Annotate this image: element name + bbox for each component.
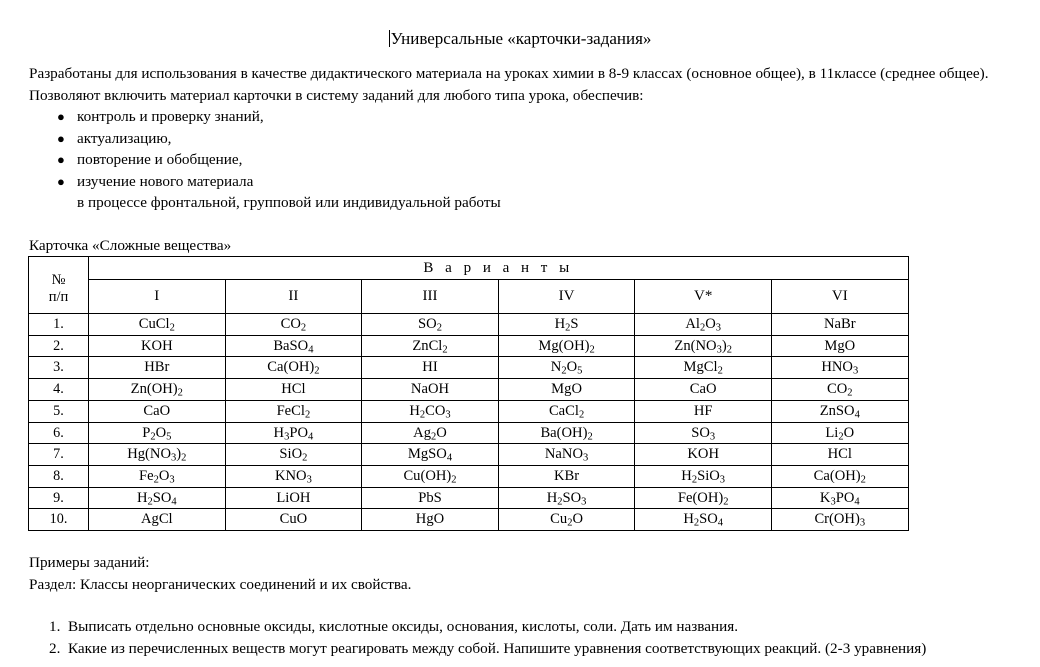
formula-cell: $Fe(OH)_2$ — [635, 487, 772, 509]
table-row — [29, 357, 909, 379]
page-title-text: Универсальные «карточки-задания» — [390, 29, 652, 48]
intro-block — [29, 63, 1009, 214]
list-item-continuation: в процессе фронтальной, групповой или индивидуальной работы — [77, 194, 501, 211]
list-item-label: контроль и проверку знаний, — [77, 108, 264, 125]
formula-cell: $Cu(OH)_2$ — [362, 465, 499, 487]
formula-cell: NaNO$_3$ — [498, 444, 635, 466]
column-header-number — [29, 257, 89, 314]
formula-cell: CaCl$_2$ — [498, 400, 635, 422]
column-header-variant-3: III — [362, 280, 499, 314]
formula-cell: CuO — [225, 509, 362, 531]
examples-heading: Примеры заданий: — [29, 554, 150, 571]
row-number-cell: 8. — [29, 465, 89, 487]
formula-cell: $H_2S$ — [498, 314, 635, 336]
formula-cell: SiO$_2$ — [225, 444, 362, 466]
formula-cell: $Ba(OH)_2$ — [498, 422, 635, 444]
task-list — [29, 616, 1029, 659]
list-item — [29, 106, 1009, 128]
list-item — [29, 128, 1009, 150]
table-row — [29, 487, 909, 509]
examples-section: Раздел: Классы неорганических соединений и их свойства. — [29, 575, 412, 593]
formula-cell: $CO_2$ — [771, 379, 908, 401]
row-number-cell: 3. — [29, 357, 89, 379]
task-text: Какие из перечисленных веществ могут реагировать между собой. Напишите уравнения соответствующих реакций. (2-3 уравнения) — [68, 639, 927, 657]
column-header-variant-4: IV — [498, 280, 635, 314]
formula-cell: $SO_3$ — [635, 422, 772, 444]
formula-cell: MgO — [498, 379, 635, 401]
task-marker: 1. — [49, 618, 61, 635]
bullet-dot-icon: ● — [57, 152, 65, 167]
formula-cell: HI — [362, 357, 499, 379]
bullet-dot-icon: ● — [57, 130, 65, 146]
formula-cell: HgO — [362, 509, 499, 531]
formula-cell: KOH — [89, 335, 226, 357]
table-row — [29, 444, 909, 466]
formula-cell: $CO_2$ — [225, 314, 362, 336]
table-row — [29, 335, 909, 357]
list-item — [29, 638, 1029, 660]
formula-cell: $H_2CO_3$ — [362, 400, 499, 422]
table-header-row-group — [29, 257, 909, 280]
column-header-variant-1: I — [89, 280, 226, 314]
formula-cell: $Zn(OH)_2$ — [89, 379, 226, 401]
formula-cell: $Ag_2O$ — [362, 422, 499, 444]
num-header-abbrev: п/п — [48, 289, 69, 305]
formula-cell: $Cr(OH)_3$ — [771, 509, 908, 531]
formula-cell: KOH — [635, 444, 772, 466]
table-row — [29, 509, 909, 531]
column-header-variants: В а р и а н т ы — [89, 257, 909, 280]
formula-cell: $H_2SiO_3$ — [635, 465, 772, 487]
formula-cell: CaO — [89, 400, 226, 422]
row-number-cell: 9. — [29, 487, 89, 509]
table-row — [29, 314, 909, 336]
table-row — [29, 465, 909, 487]
formula-cell: NaOH — [362, 379, 499, 401]
formula-cell: KBr — [498, 465, 635, 487]
formula-cell: $Mg(OH)_2$ — [498, 335, 635, 357]
table-row — [29, 379, 909, 401]
column-header-variant-2: II — [225, 280, 362, 314]
formula-cell: ZnSO$_4$ — [771, 400, 908, 422]
formula-cell: $H_2SO_4$ — [635, 509, 772, 531]
text-caret — [389, 30, 390, 47]
row-number-cell: 10. — [29, 509, 89, 531]
formula-cell: $Li_2O$ — [771, 422, 908, 444]
formula-cell: $HNO_3$ — [771, 357, 908, 379]
formula-cell: $Zn(NO_3)_2$ — [635, 335, 772, 357]
formula-cell: $N_2O_5$ — [498, 357, 635, 379]
intro-paragraph-1: Разработаны для использования в качестве дидактического материала на уроках химии в 8-9 классах (основное общее), в 11классе (среднее общее). — [29, 65, 989, 82]
formula-cell: HBr — [89, 357, 226, 379]
formula-cell: HCl — [771, 444, 908, 466]
formula-cell: CuCl$_2$ — [89, 314, 226, 336]
formula-cell: MgCl$_2$ — [635, 357, 772, 379]
table-body — [29, 314, 909, 531]
list-item — [29, 149, 1009, 171]
formula-cell: $Hg(NO_3)_2$ — [89, 444, 226, 466]
page-title — [0, 28, 1040, 49]
formula-cell: $SO_2$ — [362, 314, 499, 336]
formula-cell: MgO — [771, 335, 908, 357]
formula-cell: $H_2SO_3$ — [498, 487, 635, 509]
formula-cell: $H_3PO_4$ — [225, 422, 362, 444]
formula-cell: FeCl$_2$ — [225, 400, 362, 422]
row-number-cell: 2. — [29, 335, 89, 357]
list-item — [29, 171, 1009, 214]
feature-bullet-list — [29, 106, 1009, 214]
examples-block — [29, 552, 1029, 659]
table-header-row-variants — [29, 280, 909, 314]
substances-table — [28, 256, 909, 531]
num-header-symbol: № — [51, 272, 66, 288]
column-header-variant-6: VI — [771, 280, 908, 314]
formula-cell: $Al_2O_3$ — [635, 314, 772, 336]
row-number-cell: 6. — [29, 422, 89, 444]
table-head — [29, 257, 909, 314]
list-item-label: изучение нового материала — [77, 172, 254, 190]
row-number-cell: 1. — [29, 314, 89, 336]
row-number-cell: 7. — [29, 444, 89, 466]
formula-cell: ZnCl$_2$ — [362, 335, 499, 357]
list-item-label: повторение и обобщение, — [77, 151, 243, 168]
formula-cell: $Ca(OH)_2$ — [225, 357, 362, 379]
formula-cell: $Cu_2O$ — [498, 509, 635, 531]
row-number-cell: 5. — [29, 400, 89, 422]
task-marker: 2. — [49, 639, 61, 657]
formula-cell: $KNO_3$ — [225, 465, 362, 487]
formula-cell: HCl — [225, 379, 362, 401]
formula-cell: LiOH — [225, 487, 362, 509]
list-item — [29, 616, 1029, 638]
intro-paragraph-2: Позволяют включить материал карточки в систему заданий для любого типа урока, обеспечив: — [29, 86, 644, 104]
formula-cell: $Fe_2O_3$ — [89, 465, 226, 487]
list-item-label: актуализацию, — [77, 129, 172, 147]
formula-cell: HF — [635, 400, 772, 422]
table-row — [29, 400, 909, 422]
formula-cell: $Ca(OH)_2$ — [771, 465, 908, 487]
formula-cell: $K_3PO_4$ — [771, 487, 908, 509]
formula-cell: AgCl — [89, 509, 226, 531]
formula-cell: MgSO$_4$ — [362, 444, 499, 466]
formula-cell: PbS — [362, 487, 499, 509]
card-caption: Карточка «Сложные вещества» — [29, 237, 232, 254]
formula-cell: BaSO$_4$ — [225, 335, 362, 357]
formula-cell: NaBr — [771, 314, 908, 336]
table-row — [29, 422, 909, 444]
column-header-variant-5: V* — [635, 280, 772, 314]
formula-cell: CaO — [635, 379, 772, 401]
bullet-dot-icon: ● — [57, 173, 65, 189]
row-number-cell: 4. — [29, 379, 89, 401]
task-text: Выписать отдельно основные оксиды, кислотные оксиды, основания, кислоты, соли. Дать им названия. — [68, 618, 739, 635]
formula-cell: $H_2SO_4$ — [89, 487, 226, 509]
bullet-dot-icon: ● — [57, 109, 65, 124]
formula-cell: $P_2O_5$ — [89, 422, 226, 444]
